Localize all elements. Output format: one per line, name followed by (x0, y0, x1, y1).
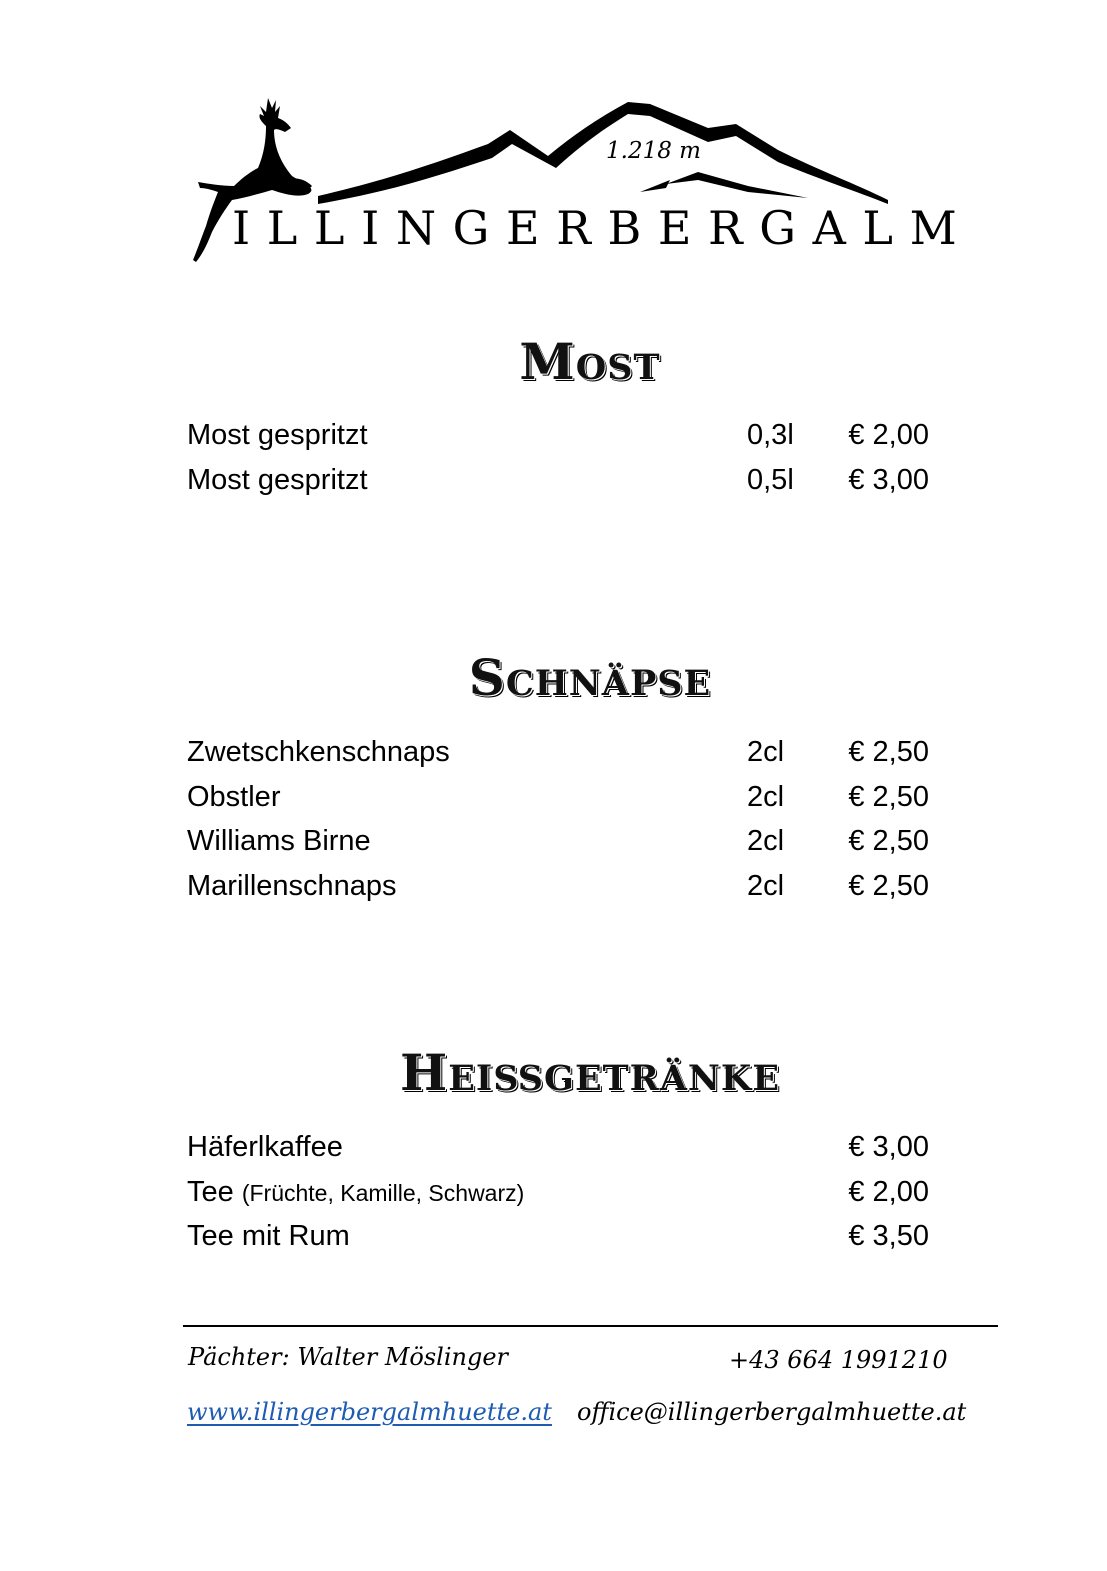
item-name: Marillenschnaps (187, 870, 397, 902)
menu-item (187, 460, 929, 500)
item-size: 2cl (747, 781, 785, 813)
brand-name: ILLINGERBERGALM (232, 201, 974, 255)
phone-number: +43 664 1991210 (729, 1346, 948, 1374)
menu-item (187, 1216, 929, 1256)
mountain-range-icon (318, 102, 888, 204)
item-price: € 3,50 (848, 1220, 929, 1252)
section-title-schnaepse: Schnäpse (468, 648, 712, 707)
item-name: Häferlkaffee (187, 1131, 343, 1163)
item-size: 2cl (747, 736, 785, 768)
menu-item (187, 415, 929, 455)
menu-item (187, 777, 929, 817)
menu-item (187, 732, 929, 772)
menu-item (187, 1172, 929, 1212)
footer-divider (183, 1325, 998, 1327)
item-size: 0,5l (747, 464, 794, 496)
menu-item (187, 1127, 929, 1167)
menu-item (187, 866, 929, 906)
item-price: € 3,00 (848, 464, 929, 496)
item-size: 2cl (747, 870, 785, 902)
item-name: Zwetschkenschnaps (187, 736, 450, 768)
item-name: Williams Birne (187, 825, 371, 857)
email-address[interactable]: office@illingerbergalmhuette.at (577, 1398, 967, 1426)
item-name: Most gespritzt (187, 464, 368, 496)
item-size: 0,3l (747, 419, 794, 451)
item-note: (Früchte, Kamille, Schwarz) (241, 1180, 525, 1206)
item-price: € 2,50 (848, 825, 929, 857)
section-title-most: Most (519, 332, 661, 391)
section-title-heissgetraenke: Heißgetränke (399, 1043, 781, 1102)
item-price: € 2,00 (848, 419, 929, 451)
item-price: € 2,50 (848, 781, 929, 813)
item-price: € 2,00 (848, 1176, 929, 1208)
item-name: Tee mit Rum (187, 1220, 350, 1252)
elevation-label: 1.218 m (606, 138, 701, 164)
item-size: 2cl (747, 825, 785, 857)
item-name-text: Tee (187, 1176, 234, 1208)
item-name: Obstler (187, 781, 281, 813)
item-name (187, 1172, 524, 1213)
website-link[interactable]: www.illingerbergalmhuette.at (187, 1398, 552, 1426)
item-price: € 2,50 (848, 736, 929, 768)
tenant-name: Pächter: Walter Möslinger (188, 1343, 509, 1371)
item-price: € 3,00 (848, 1131, 929, 1163)
item-name: Most gespritzt (187, 419, 368, 451)
menu-item (187, 821, 929, 861)
item-price: € 2,50 (848, 870, 929, 902)
